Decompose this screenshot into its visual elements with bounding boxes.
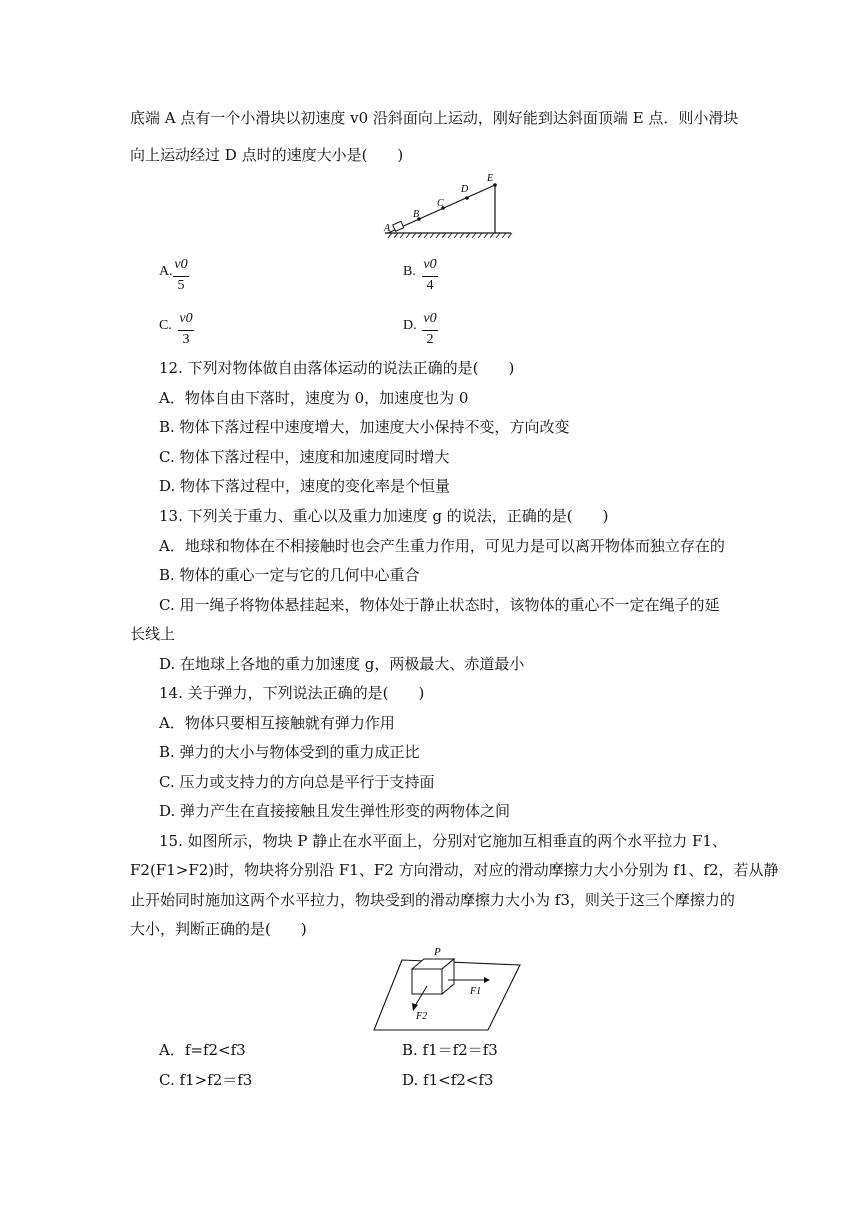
block-forces-figure: [370, 942, 530, 1037]
q13-option-d: D. 在地球上各地的重力加速度 g，两极最大、赤道最小: [159, 655, 525, 673]
label-d: D: [461, 184, 469, 195]
q14-option-c: C. 压力或支持力的方向总是平行于支持面: [159, 773, 435, 791]
q12-option-c: C. 物体下落过程中，速度和加速度同时增大: [159, 448, 450, 466]
q11-option-d-label: D.: [403, 318, 417, 333]
q13-option-c-continued: 长线上: [130, 625, 176, 643]
incline-figure: [380, 172, 540, 242]
q15-stem-line-3: 止开始同时施加这两个水平拉力，物块受到的滑动摩擦力大小为 f3，则关于这三个摩擦力的: [130, 891, 735, 909]
q15-option-c: C. f1>f2＝f3: [159, 1071, 253, 1089]
q14-option-a: A．物体只要相互接触就有弹力作用: [159, 714, 395, 732]
q14-option-b: B. 弹力的大小与物体受到的重力成正比: [159, 743, 420, 761]
q11-option-c-label: C.: [159, 318, 172, 333]
q11-option-b-label: B.: [403, 264, 416, 279]
q15-stem-line-2: F2(F1>F2)时，物块将分别沿 F1、F2 方向滑动，对应的滑动摩擦力大小分别为 f1、f2，若从静: [130, 861, 779, 879]
q12-option-d: D. 物体下落过程中，速度的变化率是个恒量: [159, 477, 451, 495]
q11-line-1: 底端 A 点有一个小滑块以初速度 v0 沿斜面向上运动，刚好能到达斜面顶端 E 点．则小滑块: [130, 109, 739, 127]
q14-option-d: D. 弹力产生在直接接触且发生弹性形变的两物体之间: [159, 802, 511, 820]
q15-option-b: B. f1＝f2＝f3: [402, 1041, 498, 1059]
label-a: A: [384, 223, 391, 234]
q13-stem: 13. 下列关于重力、重心以及重力加速度 g 的说法，正确的是( ): [159, 507, 609, 525]
q15-option-d: D. f1<f2<f3: [402, 1071, 494, 1089]
q12-option-a: A．物体自由下落时，速度为 0，加速度也为 0: [159, 389, 469, 407]
label-f2: F2: [416, 1011, 428, 1022]
q11-line-2: 向上运动经过 D 点时的速度大小是( ): [130, 146, 404, 164]
label-e: E: [487, 173, 494, 184]
label-c: C: [437, 198, 444, 209]
q12-stem: 12. 下列对物体做自由落体运动的说法正确的是( ): [159, 359, 515, 377]
q14-stem: 14. 关于弹力，下列说法正确的是( ): [159, 684, 425, 702]
q15-stem-line-4: 大小，判断正确的是( ): [130, 920, 307, 938]
label-p: P: [434, 946, 441, 958]
q13-option-a: A．地球和物体在不相接触时也会产生重力作用，可见力是可以离开物体而独立存在的: [159, 537, 725, 555]
label-f1: F1: [470, 986, 482, 997]
q13-option-c: C. 用一绳子将物体悬挂起来，物体处于静止状态时，该物体的重心不一定在绳子的延: [159, 596, 720, 614]
q11-option-a-label: A.: [159, 264, 173, 279]
q15-stem-line-1: 15. 如图所示，物块 P 静止在水平面上，分别对它施加互相垂直的两个水平拉力 F1、: [159, 832, 727, 850]
q15-option-a: A．f=f2<f3: [159, 1041, 246, 1059]
q12-option-b: B. 物体下落过程中速度增大，加速度大小保持不变，方向改变: [159, 418, 570, 436]
q13-option-b: B. 物体的重心一定与它的几何中心重合: [159, 566, 420, 584]
label-b: B: [413, 209, 420, 220]
